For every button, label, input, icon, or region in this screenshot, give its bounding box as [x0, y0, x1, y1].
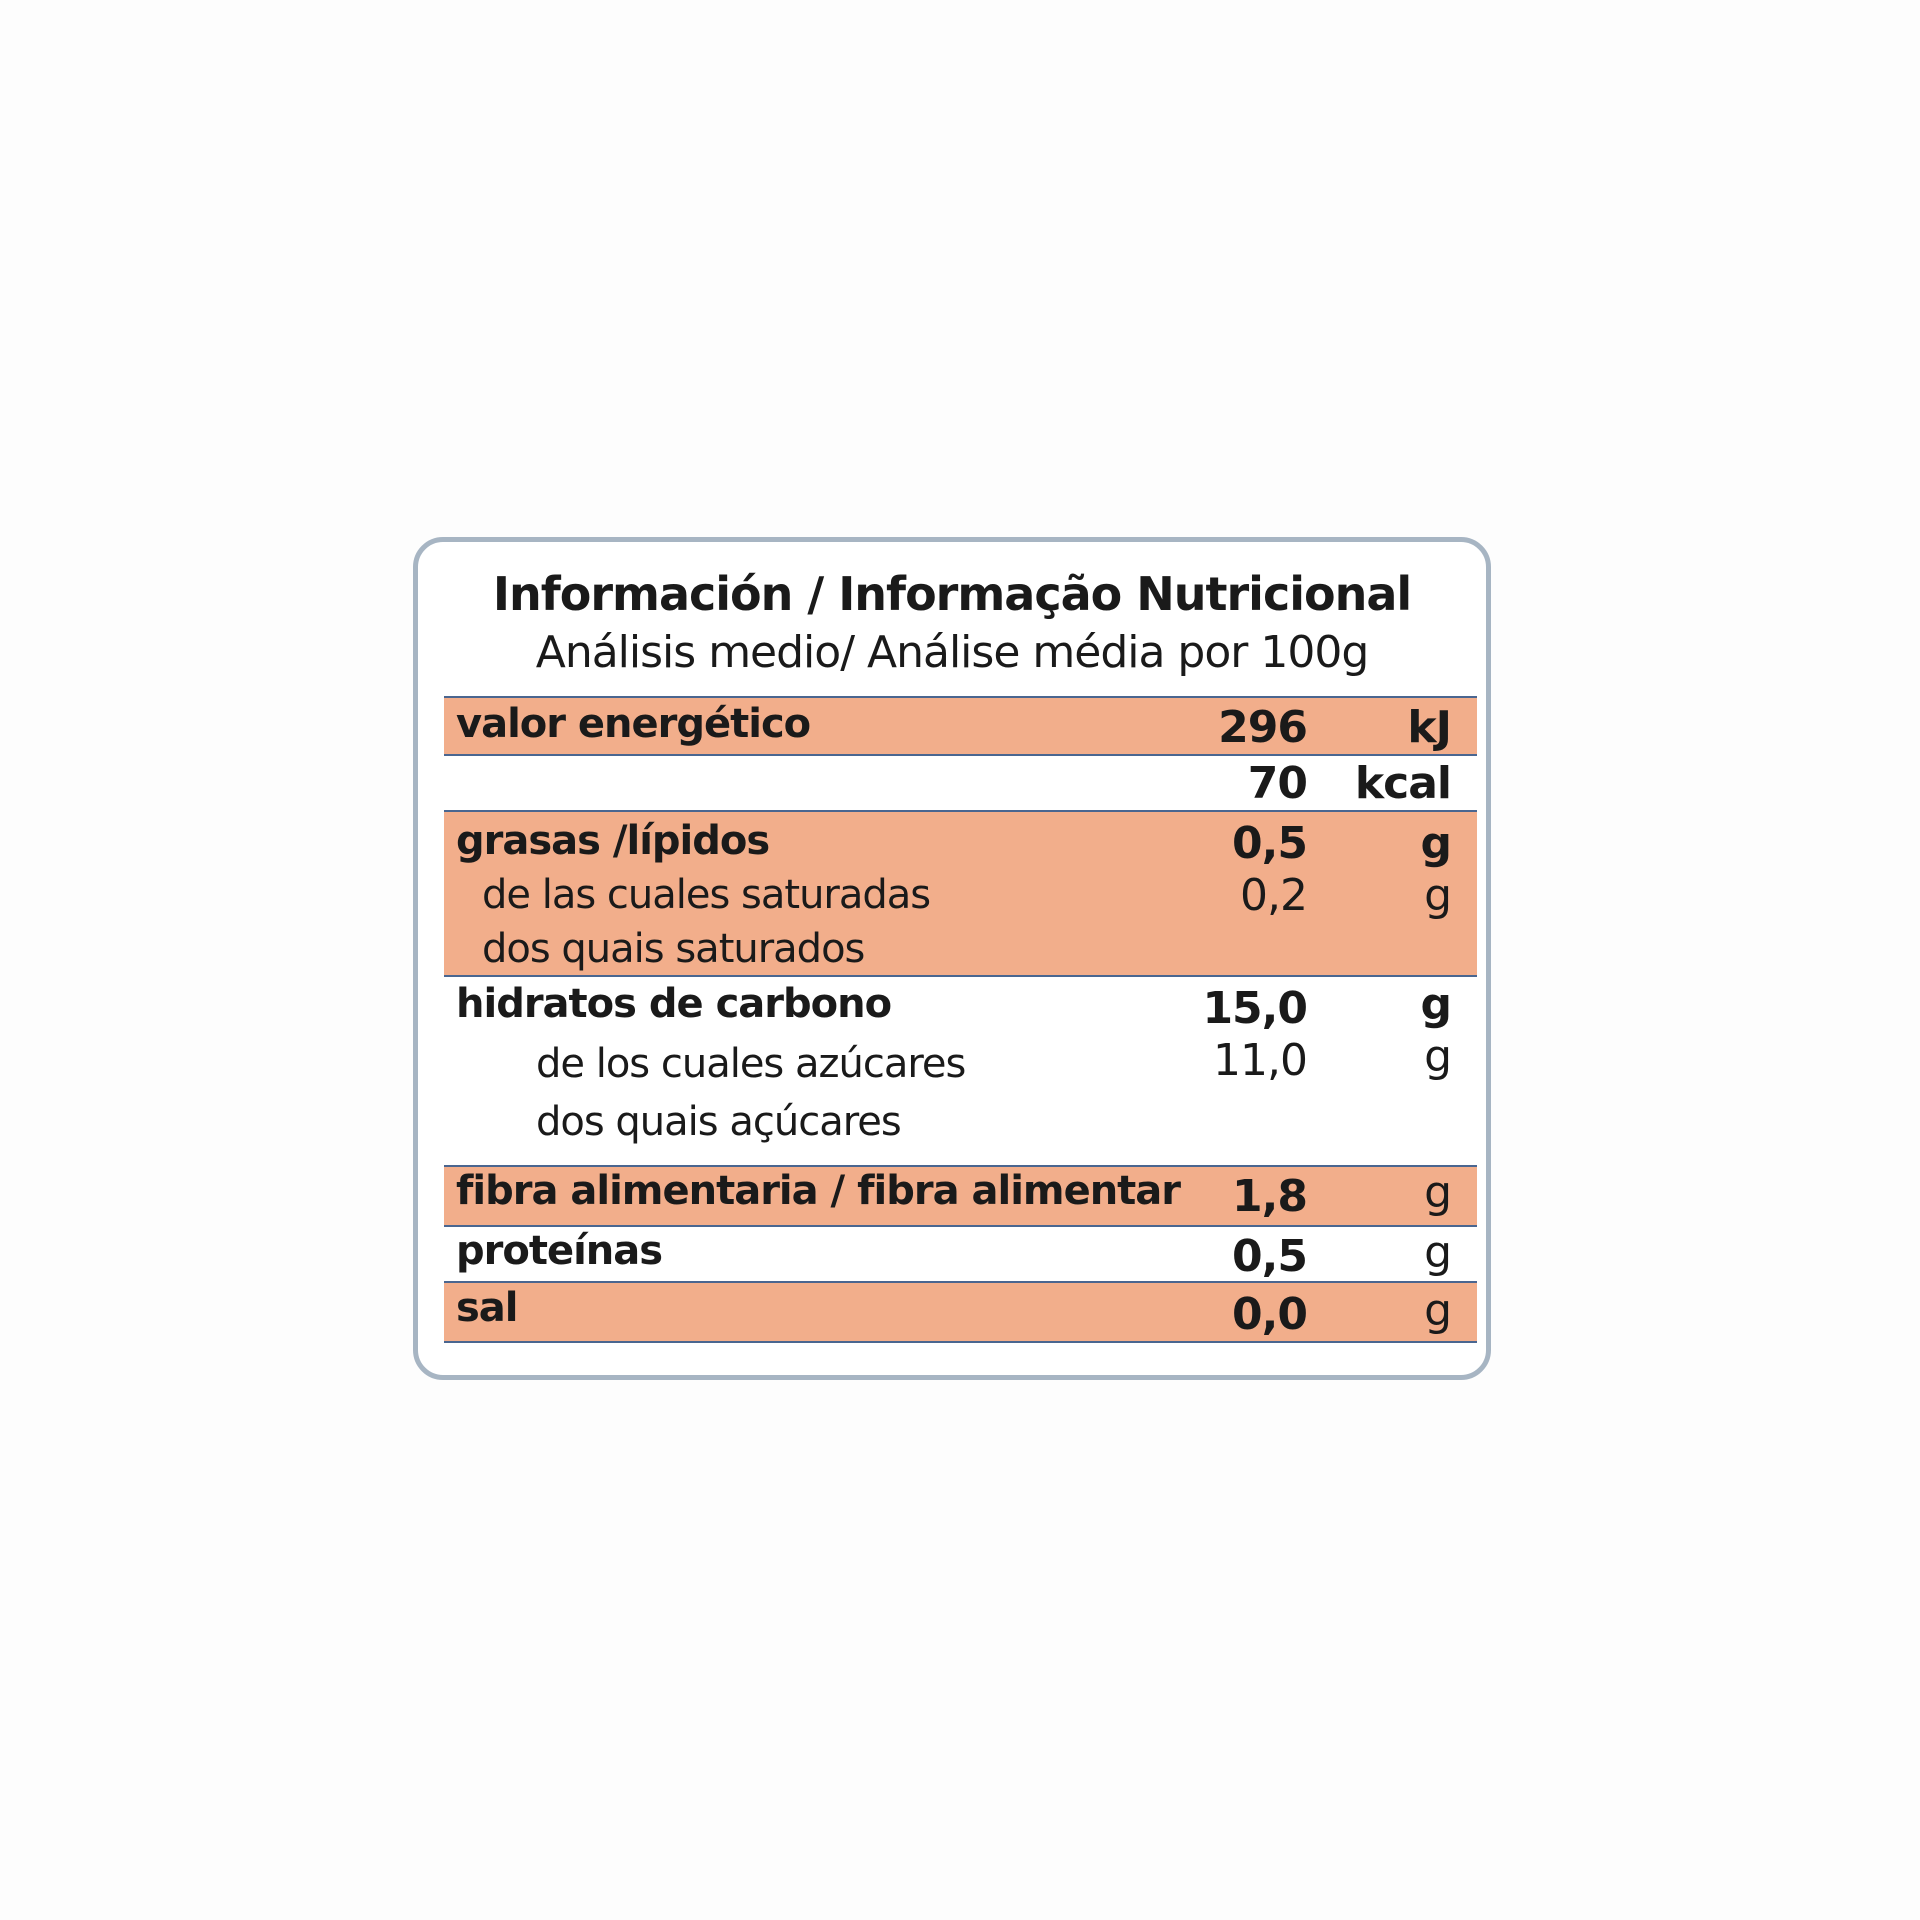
energy-kcal-row — [444, 756, 1477, 812]
energy-kj-row — [444, 696, 1477, 756]
sugars-value: 11,0 — [1213, 1035, 1307, 1086]
energy-kj-value: 296 — [1218, 702, 1307, 753]
sugars-label-pt: dos quais açúcares — [536, 1099, 901, 1145]
nutrition-panel — [413, 537, 1491, 1380]
carbs-value: 15,0 — [1202, 983, 1307, 1034]
salt-label: sal — [456, 1285, 518, 1331]
carbs-row — [444, 977, 1477, 1167]
fiber-row — [444, 1167, 1477, 1227]
energy-kj-unit: kJ — [1407, 702, 1451, 753]
salt-row — [444, 1283, 1477, 1343]
saturated-label-es: de las cuales saturadas — [482, 872, 931, 918]
carbs-unit: g — [1420, 979, 1451, 1030]
protein-unit: g — [1424, 1227, 1451, 1278]
fat-row — [444, 812, 1477, 977]
fat-unit: g — [1420, 818, 1451, 869]
protein-value: 0,5 — [1232, 1231, 1307, 1282]
fiber-unit: g — [1424, 1167, 1451, 1218]
fat-value: 0,5 — [1232, 818, 1307, 869]
panel-title: Información / Informação Nutricional — [492, 567, 1412, 621]
saturated-value: 0,2 — [1240, 870, 1307, 921]
saturated-unit: g — [1424, 870, 1451, 921]
saturated-label-pt: dos quais saturados — [482, 926, 865, 972]
carbs-label: hidratos de carbono — [456, 981, 892, 1027]
sugars-unit: g — [1424, 1031, 1451, 1082]
protein-label: proteínas — [456, 1228, 663, 1274]
energy-kcal-unit: kcal — [1354, 758, 1451, 809]
energy-label: valor energético — [456, 701, 811, 747]
fiber-label: fibra alimentaria / fibra alimentar — [456, 1168, 1181, 1214]
salt-value: 0,0 — [1232, 1289, 1307, 1340]
panel-subtitle: Análisis medio/ Análise média por 100g — [535, 627, 1369, 678]
protein-row — [444, 1227, 1477, 1283]
fat-label: grasas /lípidos — [456, 818, 770, 864]
sugars-label-es: de los cuales azúcares — [536, 1041, 966, 1087]
fiber-value: 1,8 — [1232, 1171, 1307, 1222]
salt-unit: g — [1424, 1285, 1451, 1336]
energy-kcal-value: 70 — [1247, 758, 1307, 809]
